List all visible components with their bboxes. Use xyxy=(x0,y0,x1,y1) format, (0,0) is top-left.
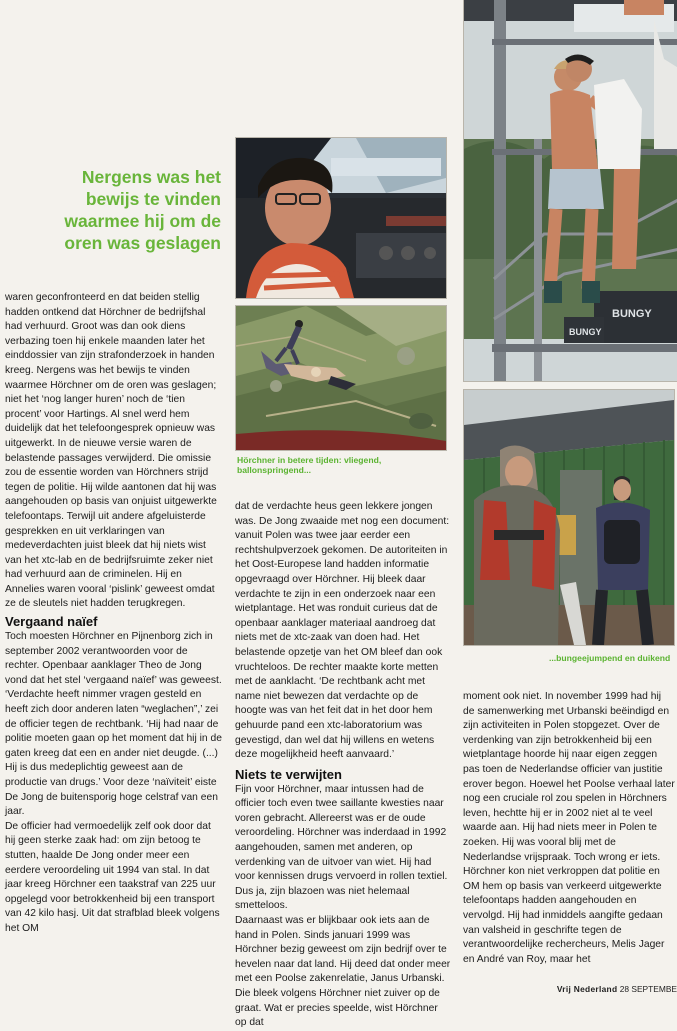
col2-body2: Fijn voor Hörchner, maar intussen had de officier toch even twee saillante kwesties naar voren gebracht. Allereerst was er de oude veroordeling. Hörchner was inderdaad in 1992 aangehouden, samen met anderen, op verdenking van de uitvoer van wiet. Hij had voor kennissen drugs vervoerd in rollen textiel. Dus ja, zijn blazoen was niet helemaal smetteloos. xyxy=(235,783,448,912)
col1-tail: De officier had vermoedelijk zelf ook door dat hij geen sterke zaak had: om zijn betoog te stutten, haalde De Jong onder meer een eerdere veroordeling uit 1994 van stal. In dat jaar kreeg Hörchner een taakstraf van 225 uur opgelegd voor betrokkenheid bij een transport van 42 kilo hasj. Uit dat strafblad bleek volgens het OM xyxy=(5,820,220,934)
bungy-image xyxy=(464,0,677,381)
skydiving-image xyxy=(236,306,446,450)
photo-divers xyxy=(463,389,675,646)
col3-body: moment ook niet. In november 1999 had hij de samenwerking met Urbanski beëindigd en zijn activiteiten in Polen stopgezet. Over de verdenking van zijn betrokkenheid bij een wietplantage hoorde hij naar eigen zeggen pas toen de Nederlandse officier van justitie erover begon. Hoewel het Poolse verhaal later nog een cruciale rol zou spelen in Hörchners leven, hechtte hij er in 2002 niet al te veel waarde aan. Hij had niets meer in Polen te zoeken. Hij was vooral blij met de Nederlandse vrijspraak. Toch wrong er iets. Hörchner kon niet verkroppen dat politie en OM hem op basis van verkeerd uitgewerkte telefoontaps hadden aangehouden en vervolgd. Hij had inmiddels aangifte gedaan van valsheid in geschrifte tegen de verantwoordelijke rechercheurs, Melis Jager en André van Roy, maar het xyxy=(463,691,675,965)
pull-quote: Nergens was het bewijs te vinden waarmee hij om de oren was geslagen xyxy=(64,167,221,253)
heading-niets-te-verwijten: Niets te verwijten xyxy=(235,766,342,782)
caption-right: ...bungeejumpend en duikend xyxy=(549,653,671,663)
bungy-sign-1: BUNGY xyxy=(612,308,652,320)
footer-magazine: Vrij Nederland xyxy=(556,984,618,994)
photo-cockpit xyxy=(235,137,447,299)
photo-skydiving xyxy=(235,305,447,451)
col1-intro: waren geconfronteerd en dat beiden stellig hadden ontkend dat Hörchner de bedrijfshal had verhuurd. Groot was dan ook diens verbazing toen hij enkele maanden later het einddossier van zijn strafonderzoek in handen kreeg. Nergens was het bewijs te vinden waarmee Hörchner om de oren was geslagen; niet het ‘nog langer huren’ noch de ‘tien procent’ voor Hartings. Al snel werd hem duidelijk dat het telefoongesprek opnieuw was uitgewerkt. In de nieuwe versie waren de belastende passages verwijderd. Die omissie zou de essentie worden van Hörchners strijd tegen de politie. Hij wilde aantonen dat hij was aangehouden op basis van onjuist uitgewerkte telefoontaps. Terwijl uit andere afgeluisterde gesprekken en uit verklaringen van medeverdachten juist bleek dat hij niets wist van het xtc-lab en de bedrijfsruimte zeker niet had verhuurd aan de criminelen. Hij en Annelies waren vooral ‘pislink’ geweest omdat ze de sleutels niet hadden terugkregen. xyxy=(5,292,217,610)
column-3 xyxy=(463,690,675,967)
column-1 xyxy=(5,291,222,937)
col2-body: dat de verdachte heus geen lekkere jongen was. De Jong zwaaide met nog een document: vanuit Polen was twee jaar eerder een rechtshulpverzoek gekomen. De autoriteiten in het Oost-Europese land hadden informatie opgevraagd over Hörchner. Hij bleek daar verdachte te zijn in een onderzoek naar een wietplantage. Het was ronduit curieus dat de openbaar aanklager materiaal aandroeg dat niets met de xtc-zaak van doen had. Het belastende opzetje van het OM bleef dan ook vruchteloos. De rechter maakte korte metten met de aanklacht. ‘De rechtbank acht met name niet bewezen dat verdachte op de hoogte was van het feit dat in het door hem gehuurde pand een xtc-laboratorium was gevestigd, dan wel dat hij willens en wetens deze mogelijkheid heeft aanvaard.’ xyxy=(235,501,450,761)
col2-body3: Daarnaast was er blijkbaar ook iets aan de hand in Polen. Sinds januari 1999 was Hörchner bezig geweest om zijn bedrijf over te hevelen naar dat land. Hij deed dat onder meer met een Poolse zakenrelatie, Janus Urbanski. Die bleek volgens Hörchner niet zuiver op de graat. Wat er precies speelde, wist Hörchner op dat xyxy=(235,915,451,1029)
cockpit-image xyxy=(236,138,446,298)
photo-bungy xyxy=(463,0,677,382)
footer-date: 28 SEPTEMBE xyxy=(619,984,677,994)
col1-body: Toch moesten Hörchner en Pijnenborg zich in september 2002 verantwoorden voor de rechter. Openbaar aanklager Theo de Jong vond dat het stel ‘vergaand naïef’ was geweest. ‘Verdachte heeft nimmer vragen gesteld en heeft zich door anderen laten “weglachen”,’ zei de officier tegen de rechtbank. ‘Hij had naar de politie moeten gaan op het moment dat hij in de gaten kreeg dat een en ander niet deugde. (...) Hij is dus medeplichtig geweest aan de productie van drugs.’ Voor deze ‘naïviteit’ eiste De Jong de buitensporig hoge celstraf van een jaar. xyxy=(5,631,222,818)
divers-image xyxy=(464,390,674,645)
heading-vergaand-naief: Vergaand naïef xyxy=(5,614,98,630)
page-footer xyxy=(557,984,677,994)
caption-left: Hörchner in betere tijden: vliegend, ballonspringend... xyxy=(237,455,382,475)
bungy-sign-2: BUNGY xyxy=(569,327,602,337)
column-2 xyxy=(235,500,452,1031)
